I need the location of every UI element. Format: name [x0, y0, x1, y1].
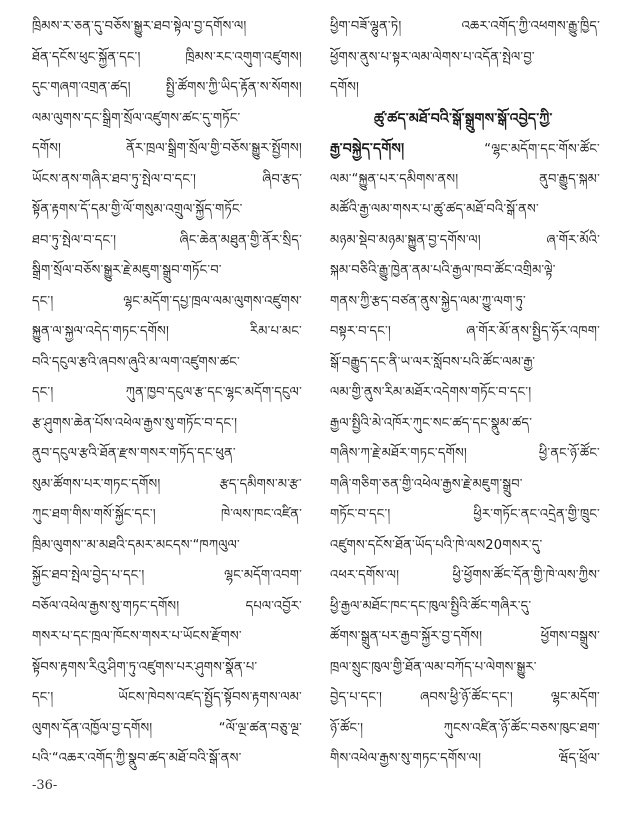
text-line: གསར་པ་དང་ཁྲལ་ཁོངས་གསར་པ་ཡོངས་རྫོགས་ — [32, 629, 242, 644]
text-line: ཉོ་ཚོང་། ཀུངས་འཛིན་ཉོ་ཚོང་བཅས་ཁུང་ཐག་ — [330, 720, 600, 736]
section-heading-continuation — [330, 134, 600, 165]
text-line: ཕྱོགས་ནུས་པ་སྟར་ལམ་ལེགས་པ་འདོན་སྤེལ་བྱ་ — [330, 49, 535, 65]
text-line: དང་། ཡོངས་ཁེབས་འཛད་སྤྱོད་སྟོབས་རྟགས་ལམ་ — [32, 690, 302, 705]
text-line: ལུགས་དོན་འཁྱོལ་བྱ་དགོས། “ལོ་ལྔ་ཚན་བཅུ་ལྔ་ — [32, 720, 302, 736]
text-line: ཐོན་དངོས་ཕུང་སྐྱོན་དང་། ཁྲིམས་རང་འགུག་འཛུགས། — [32, 49, 302, 65]
text-line: དགོས། — [330, 80, 360, 95]
text-line: སྐྱུན་ལ་སྐྱལ་འདེད་གཏང་དགོས། རིམ་པ་མང་ — [32, 324, 302, 339]
text-line: པའི་“འཆར་འགོད་ཀྱི་སྣུབ་ཚད་མཐོ་བའི་སྒོ་ནས་ — [32, 751, 242, 766]
text-line: དང་། ཀུན་ཁྱབ་དངུལ་རྩ་དང་ལྷང་མདོག་དངུལ་ — [32, 385, 302, 400]
text-line: ཕྱི་རྒྱལ་མཐོང་ཁང་དང་ཁུལ་སྤྱིའི་ཚོང་གཞིར་དུ་ — [330, 598, 532, 614]
section-heading: ཚུ་ཚད་མཐོ་བའི་སྒོ་སྒྲུགས་སྒོ་འབྱེད་ཀྱི་ — [374, 110, 553, 127]
text-line: གཞིས་ཀ་རྗེ་མཐོར་གཏང་དགོས། ཕྱི་ནང་ཉོ་ཚོང་ — [330, 446, 600, 461]
text-line: ཐབ་ཏུ་སྤེལ་བ་དང་། ཞིང་ཆེན་མཐུན་གྱི་ནོར་སྲིད་ — [32, 232, 302, 248]
text-line: བསྟར་བ་དང་། ཞ་གོར་མོ་ནས་སྤྱིད་ཧོར་འཁག་ — [330, 324, 600, 339]
paragraph-start: “ལྷང་མདོག་དང་གོས་ཚོང་ — [484, 142, 600, 157]
page-number: -36- — [32, 778, 58, 793]
text-line: བཅོལ་འཕེལ་རྒྱས་སུ་གཏང་དགོས། དཔལ་འབྱོར་ — [32, 598, 302, 614]
text-line: ཕྱིག་བཟོ་ལྷུན་ཏེ། འཆར་འགོད་ཀྱི་འཕགས་རྒྱུ་ཁྱིད་ — [330, 19, 600, 34]
text-line: ཁྲིམ་ལུགས་་མ་མཐའི་དམར་མངདས་“ཁཀལུལ་ — [32, 537, 240, 553]
text-line: སྟོབས་རྟགས་རིའུ་ཤིག་ཏུ་འཛུགས་པར་ཤུགས་སྣོན་པ་ — [32, 659, 258, 675]
text-line: སྒོ་བརྒྱུད་དང་ནི་ཡ་ལར་སློབས་པའི་ཚོང་ལམ་རྒྱ་ — [330, 354, 536, 370]
text-line: གིས་འཕེལ་རྒྱས་སུ་གཏང་དགོས་ལ། ཝོད་ཕྲོལ་ — [330, 751, 600, 766]
text-line: མཉམ་སྡེབ་མཉམ་སྐྱུན་བྱ་དགོས་ལ། ཞ་གོར་མོའི་ — [330, 232, 600, 248]
text-line: མཚོའི་རྒྱ་ལམ་གསར་པ་ཚུ་ཚད་མཐོ་བའི་སྒོ་ནས་ — [330, 202, 539, 217]
text-line: ནུབ་དངུལ་རྩའི་ཐོན་རྫས་གསར་གཏོད་དང་ཕུན་ — [32, 446, 236, 461]
text-line: འཕར་དགོས་ལ། ཕྱི་ཕྱོགས་ཚོང་དོན་གྱི་ཁེ་ལས་ཀྱིས་ — [330, 568, 600, 583]
text-line: སྐྱོང་ཐབ་སྤེལ་བྱེད་པ་དང་། ལྷང་མདོག་འབག་ — [32, 568, 302, 583]
text-line: དང་། ལྷང་མདོག་དཔྱ་ཁྲལ་ལམ་ལུགས་འཛུགས་ — [32, 293, 302, 309]
text-line: དུང་གཞག་འགྲན་ཚད། སྤྱི་ཚོགས་ཀྱི་ཡིད་རྟོན་ས་སོགས། — [32, 80, 302, 95]
text-line: ལམ་གྱི་ནུས་རིམ་མཐོར་འདེགས་གཏོང་བ་དང་། — [330, 385, 532, 400]
right-column — [330, 12, 600, 775]
text-line: སྒྲིག་སྲོལ་བཅོས་སྒྱུར་རྗེ་མཇུག་སྒྲུབ་གཏོང་བ་ — [32, 263, 222, 278]
text-line: ལམ་“སྐྱུན་པར་དམིགས་ནས། ནུབ་རྒྱུད་སྐམ་ — [330, 171, 600, 187]
left-column — [32, 12, 302, 775]
text-line: སྟོན་རྟགས་དོ་དམ་གྱི་ལོ་གསུམ་འགྲུལ་སྐྱོད་གཏོང་ — [32, 202, 243, 217]
text-line: རྩ་ཤུགས་ཆེན་པོས་འཕེལ་རྒྱས་སུ་གཏོང་བ་དང་། — [32, 415, 238, 431]
text-line: གནས་ཀྱི་རྩད་བཙན་ནུས་སྐྱེད་ལམ་ཀྱུ་ལག་ཏུ་ — [330, 293, 526, 309]
text-line: བའི་དངུལ་རྩའི་ཞབས་ཞུའི་མ་ལག་འཛུགས་ཚང་ — [32, 354, 240, 370]
text-line: བྱེད་པ་དང་། ཞབས་ཕྱི་ཉོ་ཚོང་དང་། ལྷང་མདོག་ — [330, 690, 600, 705]
section-heading-end: རྒྱ་བསྐྱེད་དགོས། — [330, 141, 405, 157]
text-line: ཀུང་ཐག་གིས་གསོ་སྐྱོང་དང་། ཁེ་ལས་ཁང་འཛིན་ — [32, 507, 302, 522]
text-line: ཚོགས་སྒྲུན་པར་རྒྱབ་སྐྱོར་བྱ་དགོས། ཕྱོགས་བསྒྲུས་ — [330, 629, 600, 644]
text-line: ཡོངས་ནས་གཞིར་ཐབ་ཏུ་སྤེལ་བ་དང་། ཞིབ་རྩད་ — [32, 171, 302, 187]
text-line: གཞི་གཅིག་ཅན་གྱི་འཕེལ་རྒྱས་རྗེ་མཇུག་སྒྲུབ་ — [330, 476, 523, 492]
text-line: སྐམ་བཅིའི་རྒྱུ་ཁྱེན་ནམ་པའི་རྒྱལ་ཁབ་ཚོང་འགྲིམ་ལྟེ་ — [330, 263, 556, 278]
text-line: རྒྱལ་སྤྱིའི་མེ་འཁོར་ཀུང་སང་ཚད་དང་སྣུམ་ཚད་ — [330, 415, 533, 431]
text-line: དགོས། ནོར་ཁྲལ་སྒྲིག་སྲོལ་གྱི་བཅོས་སྒྱུར་སྤྱོགས། — [32, 141, 302, 156]
text-line: སུམ་ཚོགས་པར་གཏང་དགོས། རྩད་དམིགས་མ་རྩ་ — [32, 476, 302, 492]
text-line: ཁྲལ་སྲུང་ཁུལ་གྱི་ཐོན་ལམ་བཀོད་པ་ལེགས་སྒྱུར་ — [330, 659, 537, 675]
text-line: ཁྲིམས་ར་ཅན་དུ་བཅོས་སྒྱུར་ཐབ་སྟེལ་བྱ་དགོས་ལ། — [32, 19, 247, 34]
text-line: ལམ་ལུགས་དང་སྒྲིག་སྲོལ་འཛུགས་ཚང་དུ་གཏོང་ — [32, 110, 241, 126]
text-line: གཏོང་བ་དང་། ཕྱིར་གཏོང་ནང་འདྲེན་གྱི་ཁྲུང་ — [330, 507, 600, 522]
text-line: འཛུགས་དངོས་ཐོན་ཡོད་པའི་ཁེ་ལས20གསར་དུ་ — [330, 537, 543, 553]
